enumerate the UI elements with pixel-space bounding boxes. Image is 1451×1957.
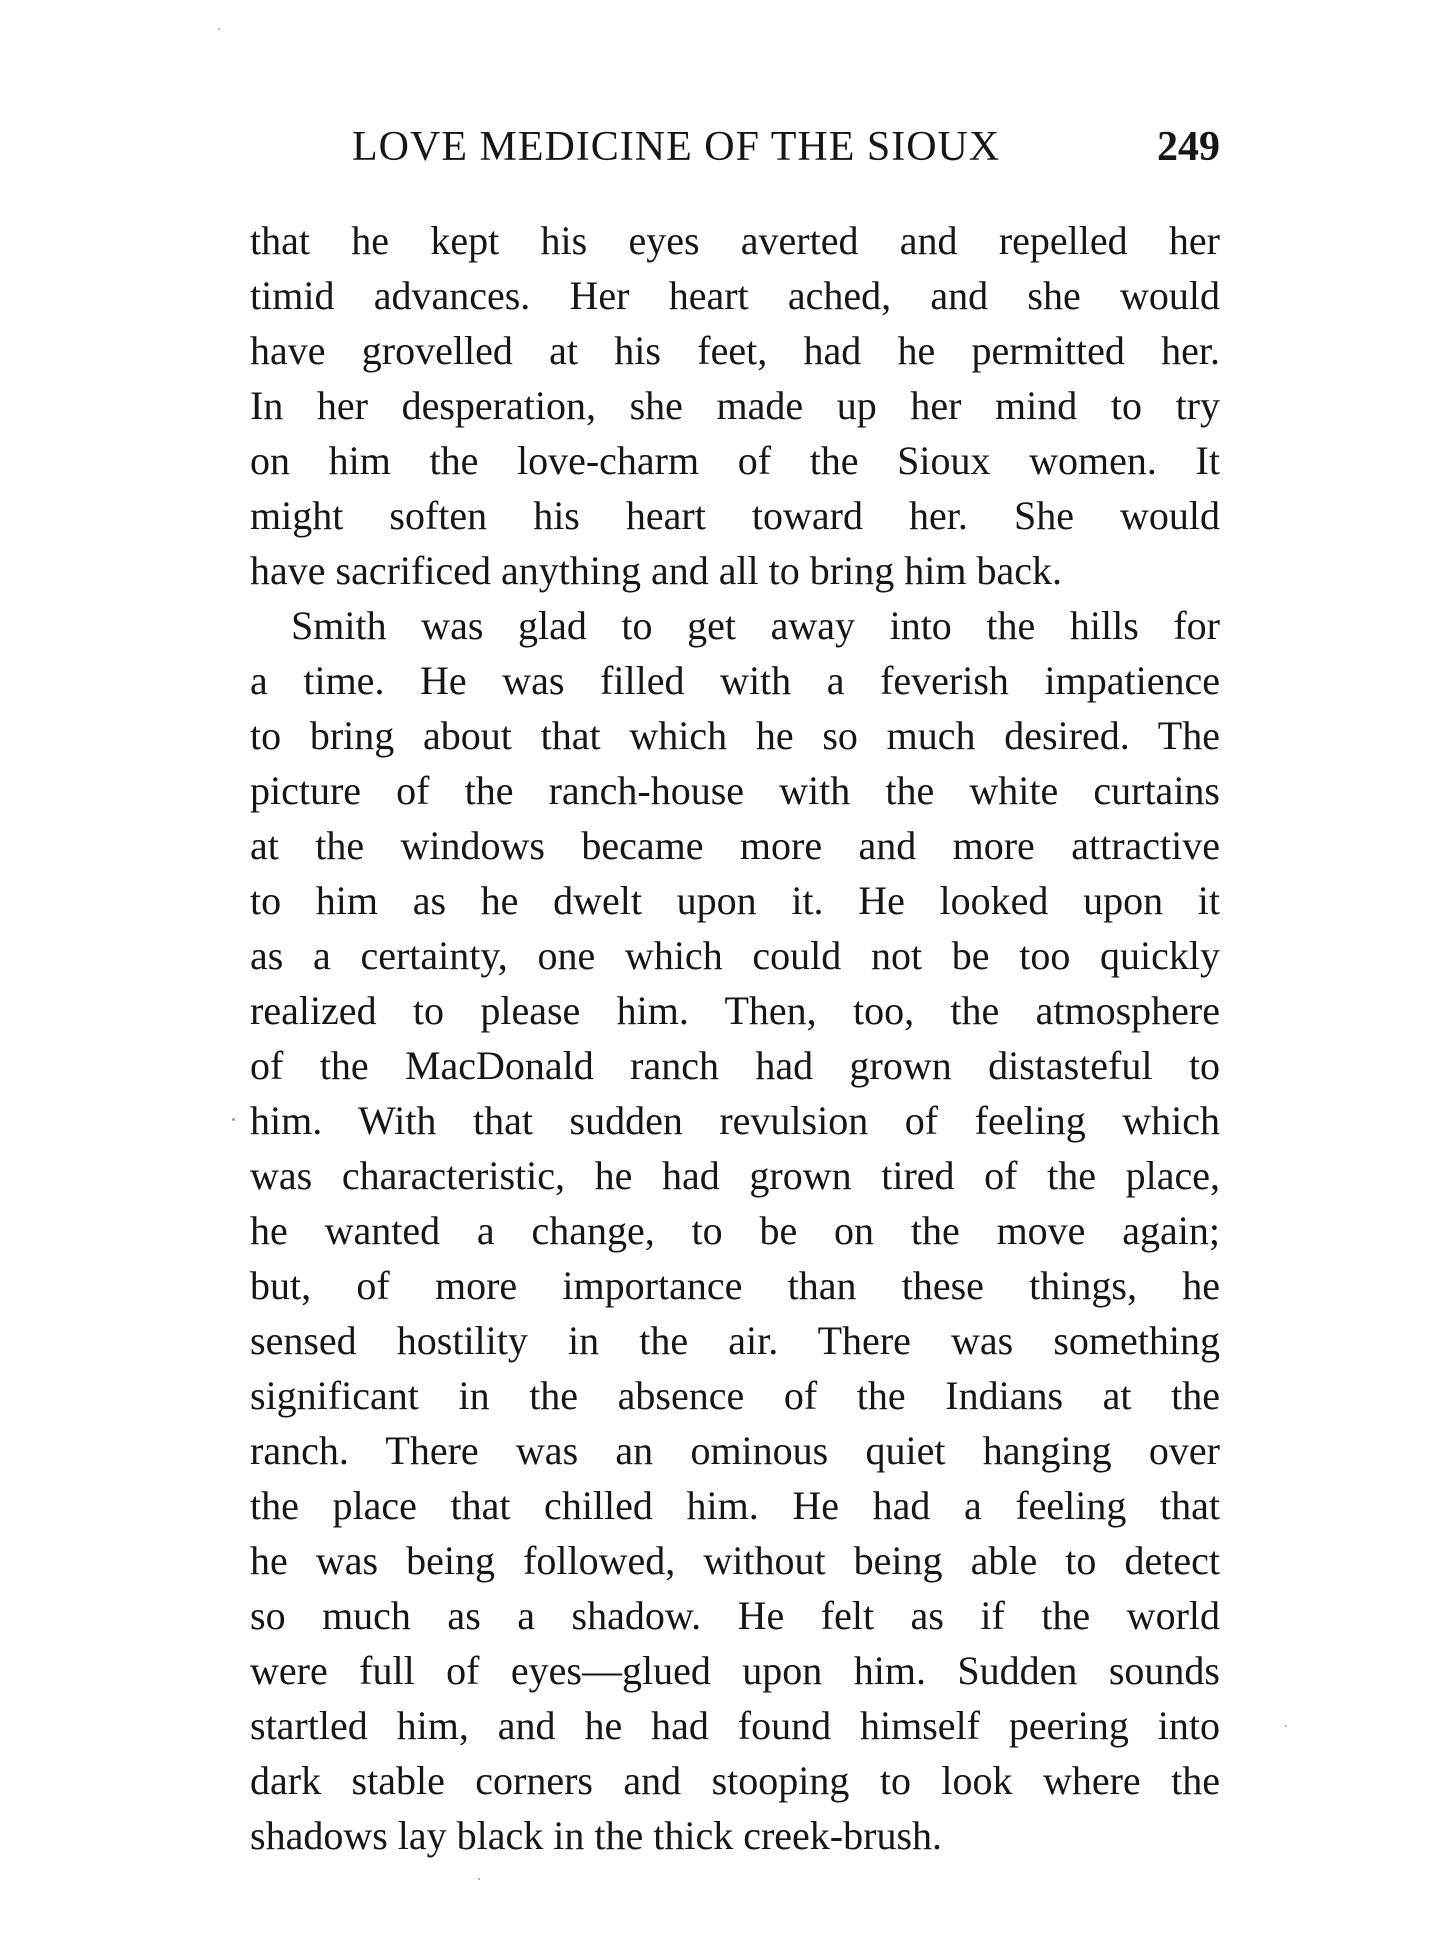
paragraph-2 xyxy=(250,598,1220,1863)
text-line: dark stable corners and stooping to look where the xyxy=(250,1758,1220,1803)
text-line: were full of eyes—glued upon him. Sudden sounds xyxy=(250,1648,1220,1693)
text-line: to bring about that which he so much desired. The xyxy=(250,713,1220,758)
running-title: LOVE MEDICINE OF THE SIOUX xyxy=(352,124,1001,170)
text-line: have sacrificed anything and all to bring him back. xyxy=(250,548,1062,593)
scan-speck xyxy=(232,1118,235,1121)
text-line: at the windows became more and more attractive xyxy=(250,823,1220,868)
text-line: to him as he dwelt upon it. He looked upon it xyxy=(250,878,1220,923)
text-line: might soften his heart toward her. She would xyxy=(250,493,1220,538)
text-line: he was being followed, without being able to detect xyxy=(250,1538,1220,1583)
text-line: was characteristic, he had grown tired of the place, xyxy=(250,1153,1220,1198)
text-line: picture of the ranch-house with the white curtains xyxy=(250,768,1220,813)
text-line: shadows lay black in the thick creek-brush. xyxy=(250,1813,943,1858)
text-line: of the MacDonald ranch had grown distasteful to xyxy=(250,1043,1220,1088)
text-line: sensed hostility in the air. There was something xyxy=(250,1318,1220,1363)
text-line: a time. He was filled with a feverish impatience xyxy=(250,658,1220,703)
text-line: on him the love-charm of the Sioux women. It xyxy=(250,438,1220,483)
text-line: him. With that sudden revulsion of feeling which xyxy=(250,1098,1220,1143)
text-line: have grovelled at his feet, had he permitted her. xyxy=(250,328,1220,373)
running-head xyxy=(250,117,1220,177)
text-line: In her desperation, she made up her mind to try xyxy=(250,383,1220,428)
text-line: significant in the absence of the Indians at the xyxy=(250,1373,1220,1418)
text-line: he wanted a change, to be on the move again; xyxy=(250,1208,1220,1253)
text-line: that he kept his eyes averted and repelled her xyxy=(250,218,1220,263)
text-line: the place that chilled him. He had a feeling that xyxy=(250,1483,1220,1528)
scan-speck xyxy=(1285,1725,1287,1727)
body-text xyxy=(250,213,1220,1863)
scan-speck xyxy=(218,28,220,30)
text-line: startled him, and he had found himself peering into xyxy=(250,1703,1220,1748)
text-line: realized to please him. Then, too, the atmosphere xyxy=(250,988,1220,1033)
text-line: as a certainty, one which could not be too quickly xyxy=(250,933,1220,978)
text-line: timid advances. Her heart ached, and she would xyxy=(250,273,1220,318)
text-line: so much as a shadow. He felt as if the world xyxy=(250,1593,1220,1638)
text-line: Smith was glad to get away into the hills for xyxy=(291,603,1220,648)
scan-speck xyxy=(478,1878,480,1880)
text-line: ranch. There was an ominous quiet hanging over xyxy=(250,1428,1220,1473)
text-line: but, of more importance than these things, he xyxy=(250,1263,1220,1308)
paragraph-1 xyxy=(250,213,1220,598)
page-number: 249 xyxy=(1157,124,1220,170)
